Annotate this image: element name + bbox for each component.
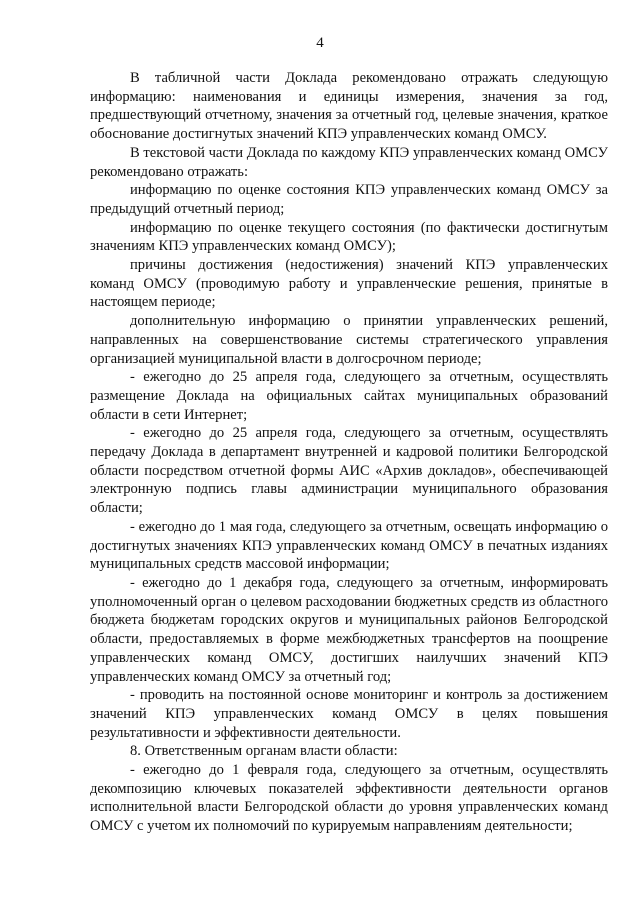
- list-item-media-coverage: - ежегодно до 1 мая года, следующего за отчетным, освещать информацию о достигнутых значениях КПЭ управленческих команд ОМСУ в печатных изданиях муниципальных средств массовой информации;: [90, 518, 608, 573]
- paragraph-current-state: информацию по оценке текущего состояния (по фактически достигнутым значениям КПЭ управленческих команд ОМСУ);: [90, 219, 608, 255]
- list-item-monitoring: - проводить на постоянной основе мониторинг и контроль за достижением значений КПЭ управленческих команд ОМСУ в целях повышения результативности и эффективности деятельности.: [90, 687, 608, 741]
- list-item-budget-info: - ежегодно до 1 декабря года, следующего за отчетным, информировать уполномоченный орган о целевом расходовании бюджетных средств из областного бюджета бюджетам городских округов и муниципальных районов Белгородской области, предоставляемых в форме межбюджетных трансфертов на поощрение управленческих команд ОМСУ, достигших наилучших значений КПЭ управленческих команд ОМСУ за отчетный год;: [90, 574, 608, 685]
- section-heading-item-8: 8. Ответственным органам власти области:: [130, 743, 398, 760]
- paragraph-table-section: В табличной части Доклада рекомендовано отражать следующую информацию: наименования и единицы измерения, значения за год, предшествующий отчетному, значения за отчетный год, целевые значения, краткое обоснование достигнутых значений КПЭ управленческих команд ОМСУ.: [90, 70, 608, 143]
- document-body: [90, 69, 608, 836]
- page-number: 4: [316, 35, 324, 51]
- paragraph-text-section: В текстовой части Доклада по каждому КПЭ управленческих команд ОМСУ рекомендовано отражать:: [90, 144, 608, 180]
- list-item-publish-report: - ежегодно до 25 апреля года, следующего за отчетным, осуществлять размещение Доклада на официальных сайтах муниципальных образований области в сети Интернет;: [90, 369, 608, 423]
- paragraph-reasons: причины достижения (недостижения) значений КПЭ управленческих команд ОМСУ (проводимую работу и управленческие решения, принятые в настоящем периоде;: [90, 257, 608, 311]
- list-item-transfer-report: - ежегодно до 25 апреля года, следующего за отчетным, осуществлять передачу Доклада в департамент внутренней и кадровой политики Белгородской области посредством отчетной формы АИС «Архив докладов», обеспечивающей электронную подпись главы администрации муниципального образования области;: [90, 425, 608, 517]
- paragraph-additional-info: дополнительную информацию о принятии управленческих решений, направленных на совершенствование системы стратегического управления организацией муниципальной власти в долгосрочном периоде;: [90, 313, 608, 367]
- list-item-decomposition: - ежегодно до 1 февраля года, следующего за отчетным, осуществлять декомпозицию ключевых показателей эффективности деятельности органов исполнительной власти Белгородской области до уровня управленческих команд ОМСУ с учетом их полномочий по курируемым направлениям деятельности;: [90, 762, 608, 835]
- paragraph-previous-period: информацию по оценке состояния КПЭ управленческих команд ОМСУ за предыдущий отчетный период;: [90, 182, 608, 217]
